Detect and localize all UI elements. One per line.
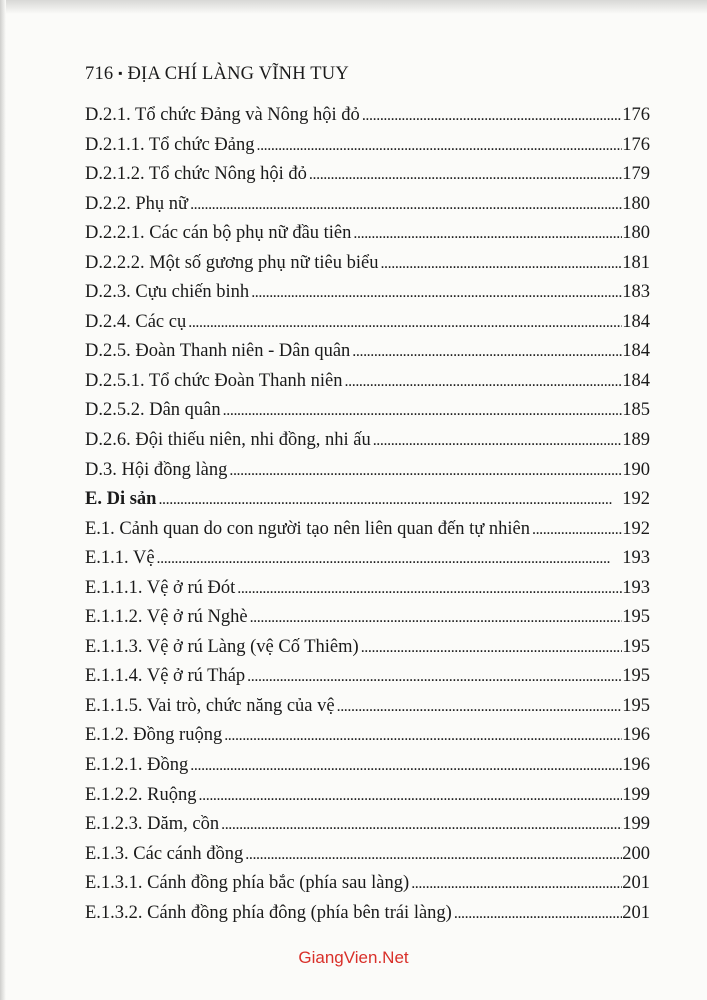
- toc-entry-page: 200: [622, 843, 650, 864]
- dot-leader: [256, 135, 622, 156]
- toc-entry-title: E.1.2.2. Ruộng: [85, 784, 197, 805]
- dot-leader: [380, 253, 622, 274]
- dot-leader: [362, 105, 622, 126]
- dot-leader: [190, 755, 622, 776]
- toc-entry-title: E.1.1.1. Vệ ở rú Đót: [85, 577, 236, 598]
- toc-entry: [85, 460, 650, 490]
- toc-entry-page: 193: [622, 577, 650, 598]
- watermark: GiangVien.Net: [298, 948, 409, 967]
- scan-shadow-top: [0, 0, 707, 14]
- toc-entry-page: 183: [622, 282, 650, 303]
- toc-entry: [85, 489, 650, 519]
- toc-entry: [85, 873, 650, 903]
- toc-entry: [85, 725, 650, 755]
- toc-entry-page: 185: [622, 400, 650, 421]
- dot-leader: [411, 873, 622, 894]
- toc-entry-page: 193: [622, 548, 650, 569]
- toc-entry-page: 180: [622, 193, 650, 214]
- page-number: 716: [85, 64, 114, 84]
- toc-entry: [85, 194, 650, 224]
- toc-entry-page: 201: [622, 902, 650, 923]
- toc-entry: [85, 282, 650, 312]
- toc-entry-page: 196: [622, 755, 650, 776]
- toc-entry-title: E. Di sản: [85, 489, 157, 510]
- toc-entry: [85, 548, 650, 578]
- scan-shadow-left: [0, 0, 6, 1000]
- toc-entry-page: 179: [622, 164, 650, 185]
- running-header: [85, 64, 349, 85]
- dot-leader: [373, 430, 623, 451]
- toc-entry-title: D.2.5. Đoàn Thanh niên - Dân quân: [85, 341, 351, 362]
- toc-entry-page: 192: [622, 489, 650, 510]
- toc-entry: [85, 371, 650, 401]
- book-title: ĐỊA CHÍ LÀNG VĨNH TUY: [127, 64, 349, 84]
- toc-entry-title: D.2.2.1. Các cán bộ phụ nữ đầu tiên: [85, 223, 352, 244]
- toc-entry: [85, 578, 650, 608]
- toc-entry-page: 196: [622, 725, 650, 746]
- toc-entry-title: D.2.4. Các cụ: [85, 311, 187, 332]
- toc-entry-title: D.2.5.1. Tổ chức Đoàn Thanh niên: [85, 370, 343, 391]
- toc-entry-page: 195: [622, 607, 650, 628]
- toc-entry-title: D.2.1.1. Tổ chức Đảng: [85, 134, 255, 155]
- toc-entry-title: D.2.3. Cựu chiến binh: [85, 282, 250, 303]
- dot-leader: [221, 814, 622, 835]
- toc-entry-title: D.2.2. Phụ nữ: [85, 193, 189, 214]
- dot-leader: [158, 489, 622, 510]
- dot-leader: [309, 164, 622, 185]
- dot-leader: [229, 460, 622, 481]
- dot-leader: [188, 312, 622, 333]
- dot-leader: [199, 785, 623, 806]
- dot-leader: [237, 578, 622, 599]
- dot-leader: [247, 666, 622, 687]
- toc-entry: [85, 785, 650, 815]
- header-separator: ▪: [118, 66, 123, 80]
- toc-entry-title: E.1.3.1. Cánh đồng phía bắc (phía sau làng): [85, 873, 410, 894]
- dot-leader: [345, 371, 623, 392]
- toc-entry-page: 184: [622, 370, 650, 391]
- toc-entry-title: E.1.1.5. Vai trò, chức năng của vệ: [85, 695, 335, 716]
- dot-leader: [157, 548, 623, 569]
- toc-entry-title: D.2.1.2. Tổ chức Nông hội đỏ: [85, 164, 307, 185]
- toc-entry-page: 184: [622, 311, 650, 332]
- toc-entry-page: 181: [622, 252, 650, 273]
- toc-entry-title: E.1.1.4. Vệ ở rú Tháp: [85, 666, 246, 687]
- table-of-contents: [85, 105, 650, 932]
- toc-entry-title: E.1.2. Đồng ruộng: [85, 725, 223, 746]
- toc-entry-page: 201: [622, 873, 650, 894]
- toc-entry: [85, 755, 650, 785]
- dot-leader: [251, 282, 622, 303]
- dot-leader: [250, 607, 623, 628]
- dot-leader: [223, 400, 623, 421]
- dot-leader: [532, 519, 622, 540]
- toc-entry: [85, 666, 650, 696]
- toc-entry: [85, 637, 650, 667]
- toc-entry-page: 195: [622, 666, 650, 687]
- toc-entry: [85, 341, 650, 371]
- dot-leader: [224, 725, 622, 746]
- toc-entry-page: 189: [622, 430, 650, 451]
- toc-entry-title: E.1.3. Các cánh đồng: [85, 843, 244, 864]
- toc-entry: [85, 164, 650, 194]
- dot-leader: [352, 341, 622, 362]
- toc-entry: [85, 814, 650, 844]
- toc-entry: [85, 696, 650, 726]
- toc-entry-title: D.2.5.2. Dân quân: [85, 400, 221, 421]
- toc-entry: [85, 903, 650, 933]
- toc-entry-title: D.2.6. Đội thiếu niên, nhi đồng, nhi ấu: [85, 430, 371, 451]
- toc-entry-page: 180: [622, 223, 650, 244]
- toc-entry-title: D.2.1. Tổ chức Đảng và Nông hội đỏ: [85, 105, 360, 125]
- toc-entry-page: 190: [622, 459, 650, 480]
- dot-leader: [361, 637, 623, 658]
- toc-entry-page: 192: [622, 518, 650, 539]
- toc-entry: [85, 135, 650, 165]
- toc-entry-title: E.1. Cảnh quan do con người tạo nên liên quan đến tự nhiên: [85, 518, 530, 539]
- dot-leader: [190, 194, 622, 215]
- toc-entry-page: 176: [622, 134, 650, 155]
- dot-leader: [454, 903, 622, 924]
- toc-entry: [85, 312, 650, 342]
- dot-leader: [245, 844, 622, 865]
- toc-entry-title: E.1.1. Vệ: [85, 548, 155, 569]
- dot-leader: [353, 223, 622, 244]
- toc-entry: [85, 430, 650, 460]
- toc-entry-page: 199: [622, 814, 650, 835]
- toc-entry: [85, 519, 650, 549]
- toc-entry: [85, 253, 650, 283]
- toc-entry-page: 176: [622, 105, 650, 125]
- toc-entry-page: 195: [622, 636, 650, 657]
- toc-entry-title: E.1.2.1. Đồng: [85, 755, 189, 776]
- toc-entry-title: E.1.3.2. Cánh đồng phía đông (phía bên trái làng): [85, 902, 452, 923]
- toc-entry-title: D.2.2.2. Một số gương phụ nữ tiêu biểu: [85, 252, 379, 273]
- toc-entry: [85, 607, 650, 637]
- toc-entry-title: E.1.1.3. Vệ ở rú Làng (vệ Cố Thiêm): [85, 636, 359, 657]
- toc-entry: [85, 223, 650, 253]
- toc-entry: [85, 400, 650, 430]
- toc-entry: [85, 105, 650, 135]
- toc-entry-title: E.1.2.3. Dăm, cồn: [85, 814, 220, 835]
- toc-entry-page: 184: [622, 341, 650, 362]
- toc-entry: [85, 844, 650, 874]
- dot-leader: [337, 696, 623, 717]
- toc-entry-title: D.3. Hội đồng làng: [85, 459, 228, 480]
- toc-entry-page: 195: [622, 695, 650, 716]
- toc-entry-page: 199: [622, 784, 650, 805]
- toc-entry-title: E.1.1.2. Vệ ở rú Nghè: [85, 607, 248, 628]
